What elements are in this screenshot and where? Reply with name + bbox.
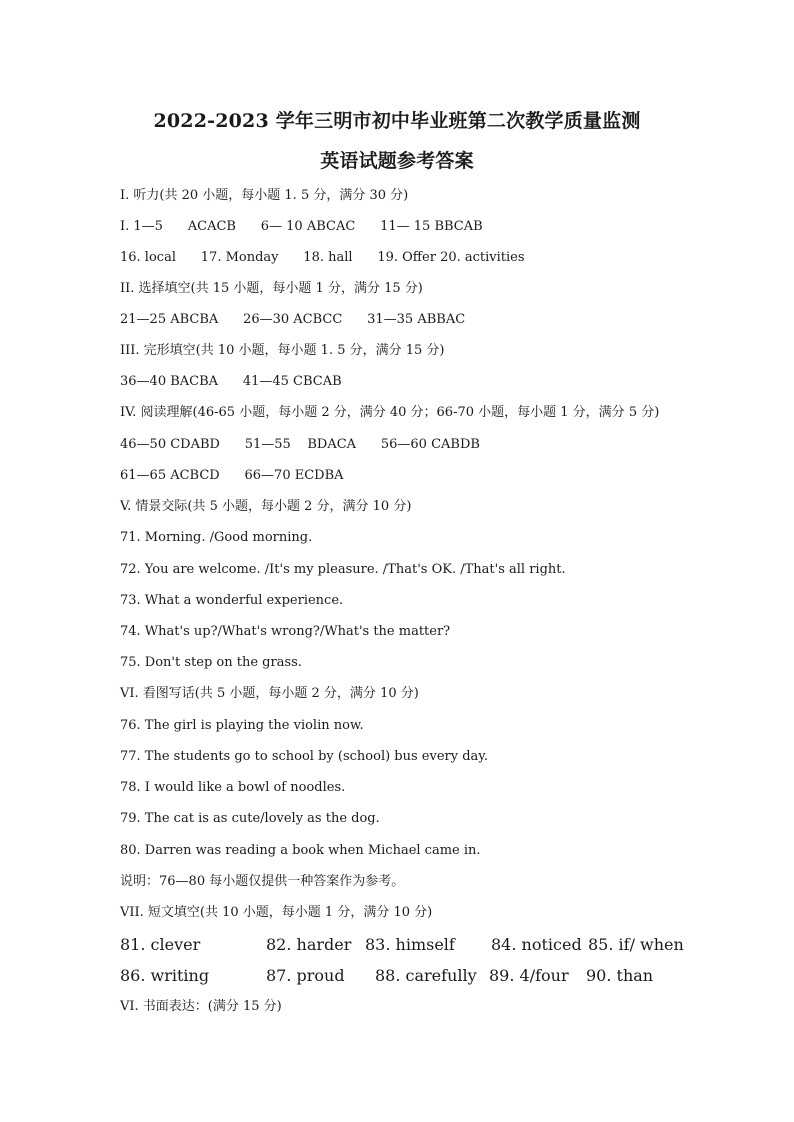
document-subtitle: 英语试题参考答案 <box>320 150 474 172</box>
fill-answer: 90. than <box>586 966 654 985</box>
answer-line: 72. You are welcome. /It's my pleasure. /That's OK. /That's all right. <box>120 562 566 577</box>
fill-answer: 88. carefully <box>375 966 477 985</box>
answer-line: I. 1—5 ACACB 6— 10 ABCAC 11— 15 BBCAB <box>120 219 483 234</box>
answer-line: 75. Don't step on the grass. <box>120 655 302 670</box>
fill-answer: 81. clever <box>120 935 201 954</box>
section-dialogue-heading: V. 情景交际(共 5 小题，每小题 2 分，满分 10 分) <box>120 499 412 514</box>
fill-answer: 86. writing <box>120 966 210 985</box>
answer-line: 78. I would like a bowl of noodles. <box>120 780 346 795</box>
fill-answer: 82. harder <box>266 935 352 954</box>
answer-line: 46—50 CDABD 51—55 BDACA 56—60 CABDB <box>120 437 480 452</box>
answer-line: 74. What's up?/What's wrong?/What's the matter? <box>120 624 451 639</box>
section-listening-heading: I. 听力(共 20 小题，每小题 1. 5 分，满分 30 分) <box>120 188 409 203</box>
fill-answers-row <box>0 935 794 953</box>
section-cloze-heading: III. 完形填空(共 10 小题，每小题 1. 5 分，满分 15 分) <box>120 343 445 358</box>
fill-answer: 85. if/ when <box>588 935 684 954</box>
section-writing-heading: VI. 书面表达：(满分 15 分) <box>120 999 282 1014</box>
answer-line: 79. The cat is as cute/lovely as the dog. <box>120 811 380 826</box>
answer-line: 16. local 17. Monday 18. hall 19. Offer 20. activities <box>120 250 525 265</box>
note-line: 说明：76—80 每小题仅提供一种答案作为参考。 <box>120 874 405 889</box>
answer-line: 80. Darren was reading a book when Michael came in. <box>120 843 481 858</box>
answer-line: 77. The students go to school by (school) bus every day. <box>120 749 489 764</box>
answer-line: 21—25 ABCBA 26—30 ACBCC 31—35 ABBAC <box>120 312 466 327</box>
document-title: 2022-2023 学年三明市初中毕业班第二次教学质量监测 <box>153 110 641 132</box>
answer-line: 71. Morning. /Good morning. <box>120 530 313 545</box>
fill-answer: 84. noticed <box>491 935 582 954</box>
answer-line: 61—65 ACBCD 66—70 ECDBA <box>120 468 344 483</box>
fill-answer: 83. himself <box>365 935 455 954</box>
fill-answers-row <box>0 966 794 984</box>
answer-line: 76. The girl is playing the violin now. <box>120 718 364 733</box>
answer-line: 73. What a wonderful experience. <box>120 593 344 608</box>
section-picture-writing-heading: VI. 看图写话(共 5 小题，每小题 2 分，满分 10 分) <box>120 686 419 701</box>
section-reading-heading: IV. 阅读理解(46-65 小题，每小题 2 分，满分 40 分；66-70 小题，每小题 1 分，满分 5 分) <box>120 405 660 420</box>
section-passage-fill-heading: VII. 短文填空(共 10 小题，每小题 1 分，满分 10 分) <box>120 905 433 920</box>
answer-line: 36—40 BACBA 41—45 CBCAB <box>120 374 342 389</box>
fill-answer: 89. 4/four <box>489 966 569 985</box>
section-choice-heading: II. 选择填空(共 15 小题，每小题 1 分，满分 15 分) <box>120 281 423 296</box>
fill-answer: 87. proud <box>266 966 345 985</box>
